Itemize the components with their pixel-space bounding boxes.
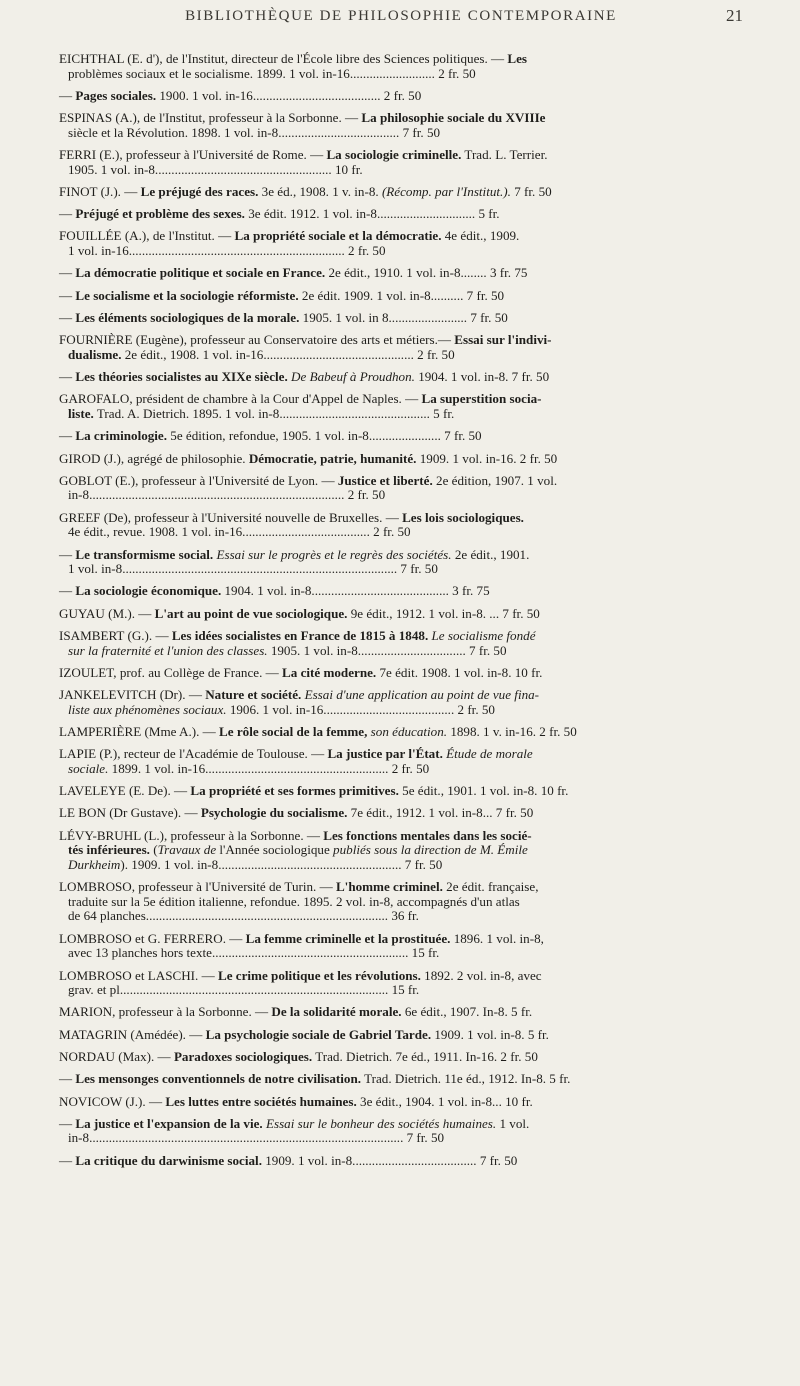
catalogue-entry xyxy=(59,111,743,140)
work-subtitle: Essai d'une application au point de vue fina- xyxy=(304,687,540,703)
entry-text: 1905. 1 vol. in-8...................................................... 10 fr. xyxy=(68,161,363,177)
entry-text: FOUILLÉE (A.), de l'Institut. — xyxy=(59,228,235,244)
catalogue-entry xyxy=(59,429,743,444)
entry-text: LAMPERIÈRE (Mme A.). — xyxy=(59,724,220,739)
catalogue-entries xyxy=(59,52,743,1168)
entry-text: 2e édit., 1910. 1 vol. in-8........ 3 fr. 75 xyxy=(325,265,528,281)
catalogue-entry xyxy=(59,784,743,799)
entry-text: 1906. 1 vol. in-16........................................ 2 fr. 50 xyxy=(226,701,495,717)
catalogue-entry xyxy=(59,1095,743,1110)
entry-line xyxy=(59,932,743,947)
entry-line xyxy=(59,1131,743,1146)
catalogue-entry xyxy=(59,207,743,222)
entry-line xyxy=(59,311,743,326)
catalogue-entry xyxy=(59,725,743,740)
work-title: dualisme. xyxy=(68,346,122,362)
entry-text: NORDAU (Max). — xyxy=(59,1048,174,1064)
entry-text: MARION, professeur à la Sorbonne. — xyxy=(59,1004,272,1020)
catalogue-entry xyxy=(59,969,743,998)
catalogue-entry xyxy=(59,185,743,200)
entry-line xyxy=(59,909,743,924)
entry-line xyxy=(59,185,743,200)
entry-text: 7 fr. 50 xyxy=(510,183,552,199)
entry-text: 5e édition, refondue, 1905. 1 vol. in-8...................... 7 fr. 50 xyxy=(167,428,482,444)
work-title: Le socialisme et la sociologie réformiste. xyxy=(75,287,299,303)
entry-text: avec 13 planches hors texte............................................................ 15 fr. xyxy=(68,945,440,961)
work-title: Les fonctions mentales dans les socié- xyxy=(323,827,532,843)
entry-text: 1898. 1 vol. in-8..................................... 7 fr. 50 xyxy=(188,124,441,140)
catalogue-entry xyxy=(59,52,743,81)
work-title: La psychologie sociale de Gabriel Tarde. xyxy=(205,1026,432,1042)
entry-line xyxy=(59,644,743,659)
work-subtitle: Étude de morale xyxy=(446,746,533,762)
entry-text: LOMBROSO et G. FERRERO. — xyxy=(59,930,246,946)
work-title: Le transformisme social. xyxy=(75,546,214,562)
entry-text: 1909. 1 vol. in-8...................................... 7 fr. 50 xyxy=(261,1152,518,1168)
entry-text: FINOT (J.). — xyxy=(59,183,141,199)
entry-text: 2e édit., 1901. xyxy=(451,546,530,562)
entry-text: 4e édit., revue. 1908. 1 vol. in-16....................................... 2 fr. 50 xyxy=(68,524,411,540)
entry-text: ESPINAS (A.), de l'Institut, professeur à la Sorbonne. — xyxy=(59,110,362,126)
entry-text: 1904. 1 vol. in-8. 7 fr. 50 xyxy=(414,369,550,385)
catalogue-entry xyxy=(59,688,743,717)
catalogue-entry xyxy=(59,1154,743,1169)
entry-line xyxy=(59,207,743,222)
entry-line xyxy=(59,89,743,104)
entry-text: 1909. 1 vol. in-16. 2 fr. 50 xyxy=(416,450,558,466)
entry-text: — xyxy=(59,583,76,599)
work-subtitle: Durkheim xyxy=(68,856,121,872)
entry-text: JANKELEVITCH (Dr). — xyxy=(59,687,206,703)
entry-line xyxy=(59,348,743,363)
entry-text: 1 vol. xyxy=(496,1115,530,1131)
catalogue-entry xyxy=(59,548,743,577)
work-title: La criminologie. xyxy=(75,428,168,444)
entry-text: 1899. 1 vol. in-16.......................... 2 fr. 50 xyxy=(253,65,476,81)
work-title: Les théories socialistes au XIXe siècle. xyxy=(75,369,288,385)
work-title: La justice et l'expansion de la vie. xyxy=(75,1115,263,1131)
work-subtitle: Travaux de xyxy=(157,842,217,858)
work-title: La femme criminelle et la prostituée. xyxy=(245,930,451,946)
catalogue-entry xyxy=(59,829,743,873)
entry-text: LAPIE (P.), recteur de l'Académie de Toulouse. — xyxy=(59,746,328,762)
entry-line xyxy=(59,474,743,489)
entry-text: 1896. 1 vol. in-8, xyxy=(450,930,544,946)
entry-line xyxy=(59,52,743,67)
entry-text: — xyxy=(59,309,76,325)
work-title: Les luttes entre sociétés humaines. xyxy=(165,1093,357,1109)
entry-text: — xyxy=(59,1115,76,1131)
work-title: Psychologie du socialisme. xyxy=(200,805,348,821)
entry-line xyxy=(59,584,743,599)
entry-text: LE BON (Dr Gustave). — xyxy=(59,805,201,821)
entry-text: 1904. 1 vol. in-8.......................................... 3 fr. 75 xyxy=(221,583,490,599)
catalogue-entry xyxy=(59,474,743,503)
work-title: Les idées socialistes en France de 1815 à 1848. xyxy=(171,627,429,643)
entry-text: — xyxy=(59,1152,76,1168)
page-header xyxy=(59,0,743,52)
work-title: Le préjugé des races. xyxy=(140,183,259,199)
entry-line xyxy=(59,229,743,244)
work-title: liste. xyxy=(68,405,94,421)
work-title: Pages sociales. xyxy=(75,87,157,103)
catalogue-entry xyxy=(59,89,743,104)
entry-line xyxy=(59,946,743,961)
entry-line xyxy=(59,747,743,762)
entry-line xyxy=(59,289,743,304)
entry-line xyxy=(59,562,743,577)
work-subtitle: Essai sur le progrès et le regrès des sociétés. xyxy=(216,546,452,562)
work-subtitle: son éducation. xyxy=(370,724,448,739)
entry-text: — xyxy=(59,369,76,385)
entry-text: 3e édit. 1912. 1 vol. in-8.............................. 5 fr. xyxy=(244,206,500,222)
entry-line xyxy=(59,111,743,126)
work-title: L'art au point de vue sociologique. xyxy=(154,605,348,621)
catalogue-entry xyxy=(59,289,743,304)
entry-line xyxy=(59,1154,743,1169)
work-title: Paradoxes sociologiques. xyxy=(173,1048,313,1064)
entry-line xyxy=(59,703,743,718)
entry-text: ISAMBERT (G.). — xyxy=(59,627,172,643)
work-subtitle: Le socialisme fondé xyxy=(431,627,536,643)
entry-text: MATAGRIN (Amédée). — xyxy=(59,1026,206,1042)
entry-text: in-8.............................................................................. 2 fr. 50 xyxy=(68,487,386,503)
entry-text: 9e édit., 1912. 1 vol. in-8. ... 7 fr. 50 xyxy=(347,605,540,621)
entry-text: 5e édit., 1901. 1 vol. in-8. 10 fr. xyxy=(398,783,569,799)
work-title: Le rôle social de la femme, xyxy=(219,724,368,739)
entry-text: LÉVY-BRUHL (L.), professeur à la Sorbonne. — xyxy=(59,827,324,843)
entry-text: IZOULET, prof. au Collège de France. — xyxy=(59,664,283,680)
catalogue-entry xyxy=(59,629,743,658)
entry-text: GAROFALO, président de chambre à la Cour d'Appel de Naples. — xyxy=(59,391,422,407)
entry-line xyxy=(59,429,743,444)
work-title: La philosophie sociale du XVIIIe xyxy=(361,110,546,126)
work-title: Essai sur l'indivi- xyxy=(454,332,552,348)
entry-line xyxy=(59,163,743,178)
entry-line xyxy=(59,1028,743,1043)
entry-text: FERRI (E.), professeur à l'Université de Rome. — xyxy=(59,147,327,163)
entry-line xyxy=(59,333,743,348)
entry-text: — xyxy=(59,265,76,281)
work-title: Les lois sociologiques. xyxy=(402,509,524,525)
entry-line xyxy=(59,829,743,844)
entry-line xyxy=(59,688,743,703)
work-title: La propriété sociale et la démocratie. xyxy=(234,228,442,244)
entry-text: 2e édition, 1907. 1 vol. xyxy=(432,472,558,488)
entry-line xyxy=(59,148,743,163)
entry-text: 1898. 1 v. in-16. 2 fr. 50 xyxy=(447,724,577,739)
entry-text: LOMBROSO et LASCHI. — xyxy=(59,967,218,983)
entry-text: GUYAU (M.). — xyxy=(59,605,155,621)
entry-line xyxy=(59,858,743,873)
entry-line xyxy=(59,452,743,467)
entry-text: GOBLOT (E.), professeur à l'Université de Lyon. — xyxy=(59,472,338,488)
entry-line xyxy=(59,843,743,858)
entry-text: 3e éd., 1908. 1 v. in-8. xyxy=(258,183,382,199)
entry-text: 1909. 1 vol. in-8. 5 fr. xyxy=(431,1026,549,1042)
entry-text: — xyxy=(59,287,76,303)
entry-line xyxy=(59,1072,743,1087)
entry-text: traduite sur la 5e édition italienne, refondue. 1895. 2 vol. in-8, accompagnés d'un atlas xyxy=(68,893,520,909)
work-title: tés inférieures. xyxy=(68,842,150,858)
work-title: Justice et liberté. xyxy=(337,472,433,488)
entry-text: 2e édit., 1908. 1 vol. in-16.............................................. 2 fr. 50 xyxy=(121,346,455,362)
catalogue-entry xyxy=(59,392,743,421)
entry-text: 1900. 1 vol. in-16....................................... 2 fr. 50 xyxy=(156,87,422,103)
catalogue-entry xyxy=(59,747,743,776)
entry-text: in-8................................................................................................ 7 fr. 50 xyxy=(68,1130,445,1146)
entry-text: 7e édit., 1912. 1 vol. in-8... 7 fr. 50 xyxy=(347,805,534,821)
entry-text: de 64 planches.......................................................................... 36 fr. xyxy=(68,908,419,924)
entry-line xyxy=(59,895,743,910)
entry-line xyxy=(59,969,743,984)
entry-line xyxy=(59,607,743,622)
work-title: La propriété et ses formes primitives. xyxy=(190,783,399,799)
entry-text: siècle et la Révolution. xyxy=(68,124,188,140)
work-title: La superstition socia- xyxy=(421,391,542,407)
entry-text: EICHTHAL (E. d'), de l'Institut, directeur de l'École libre des Sciences politiques. — xyxy=(59,51,508,66)
work-subtitle: (Récomp. par l'Institut.). xyxy=(381,183,511,199)
entry-text: 2e édit. 1909. 1 vol. in-8.......... 7 fr. 50 xyxy=(298,287,505,303)
work-title: La cité moderne. xyxy=(282,664,377,680)
entry-text: — xyxy=(59,546,76,562)
catalogue-entry xyxy=(59,932,743,961)
work-title: L'homme criminel. xyxy=(335,879,443,895)
entry-line xyxy=(59,266,743,281)
entry-line xyxy=(59,762,743,777)
entry-text: LOMBROSO, professeur à l'Université de Turin. — xyxy=(59,879,336,895)
catalogue-entry xyxy=(59,511,743,540)
entry-text: 1909. 1 vol. in-8........................................................ 7 fr. 50 xyxy=(128,856,443,872)
catalogue-entry xyxy=(59,333,743,362)
entry-text: 1905. 1 vol. in-8................................. 7 fr. 50 xyxy=(267,642,507,658)
entry-line xyxy=(59,983,743,998)
entry-text: 1905. 1 vol. in 8........................ 7 fr. 50 xyxy=(299,309,508,325)
entry-line xyxy=(59,880,743,895)
catalogue-entry xyxy=(59,1050,743,1065)
entry-line xyxy=(59,407,743,422)
entry-text: 2e édit. française, xyxy=(442,879,539,895)
catalogue-entry xyxy=(59,266,743,281)
entry-text: — xyxy=(59,428,76,444)
work-title: Les xyxy=(507,51,528,66)
entry-line xyxy=(59,1050,743,1065)
entry-text: GIROD (J.), agrégé de philosophie. xyxy=(59,450,249,466)
entry-text: Trad. A. Dietrich. 1895. 1 vol. in-8.............................................. 5 fr. xyxy=(93,405,455,421)
entry-text: — xyxy=(59,206,76,222)
entry-text: — xyxy=(59,1071,76,1087)
entry-line xyxy=(59,1117,743,1132)
work-title: Le crime politique et les révolutions. xyxy=(217,967,421,983)
catalogue-entry xyxy=(59,452,743,467)
entry-line xyxy=(59,725,743,740)
entry-text: Trad. Dietrich. 7e éd., 1911. In-16. 2 fr. 50 xyxy=(312,1048,538,1064)
entry-line xyxy=(59,392,743,407)
work-subtitle: publiés sous la direction de M. Émile xyxy=(333,842,528,858)
entry-line xyxy=(59,370,743,385)
entry-text: 6e édit., 1907. In-8. 5 fr. xyxy=(401,1004,533,1020)
work-subtitle: sur la fraternité et l'union des classes. xyxy=(68,642,268,658)
work-subtitle: sociale. xyxy=(68,760,109,776)
entry-line xyxy=(59,666,743,681)
entry-text: l'Année sociologique xyxy=(216,842,334,858)
work-title: Les éléments sociologiques de la morale. xyxy=(75,309,300,325)
catalogue-entry xyxy=(59,880,743,924)
work-title: La justice par l'État. xyxy=(327,746,443,762)
entry-text: 1899. 1 vol. in-16........................................................ 2 fr. 50 xyxy=(108,760,430,776)
work-title: Démocratie, patrie, humanité. xyxy=(248,450,417,466)
running-title: BIBLIOTHÈQUE DE PHILOSOPHIE CONTEMPORAINE xyxy=(185,8,617,24)
entry-line xyxy=(59,629,743,644)
work-title: La démocratie politique et sociale en France. xyxy=(75,265,326,281)
catalogue-entry xyxy=(59,666,743,681)
work-title: Nature et société. xyxy=(205,687,302,703)
work-title: De la solidarité morale. xyxy=(271,1004,402,1020)
catalogue-entry xyxy=(59,311,743,326)
work-subtitle: Essai sur le bonheur des sociétés humaines. xyxy=(265,1115,497,1131)
entry-text: 1 vol. in-8.................................................................................... 7 fr. 50 xyxy=(68,561,438,577)
work-title: Les mensonges conventionnels de notre civilisation. xyxy=(75,1071,362,1087)
entry-text: NOVICOW (J.). — xyxy=(59,1093,166,1109)
entry-line xyxy=(59,1005,743,1020)
entry-text: 1892. 2 vol. in-8, avec xyxy=(420,967,542,983)
catalogue-entry xyxy=(59,584,743,599)
catalogue-entry xyxy=(59,1005,743,1020)
entry-text: ( xyxy=(149,842,158,858)
entry-line xyxy=(59,548,743,563)
catalogue-entry xyxy=(59,148,743,177)
entry-line xyxy=(59,1095,743,1110)
catalogue-entry xyxy=(59,607,743,622)
work-title: Préjugé et problème des sexes. xyxy=(75,206,245,222)
entry-text: GREEF (De), professeur à l'Université nouvelle de Bruxelles. — xyxy=(59,509,403,525)
catalogue-entry xyxy=(59,1028,743,1043)
work-subtitle: liste aux phénomènes sociaux. xyxy=(68,701,227,717)
entry-text: ). xyxy=(120,856,129,872)
entry-text: grav. et pl.................................................................................. 15 fr. xyxy=(68,982,420,998)
entry-text: LAVELEYE (E. De). — xyxy=(59,783,191,799)
entry-line xyxy=(59,126,743,141)
catalogue-entry xyxy=(59,1072,743,1087)
entry-text: FOURNIÈRE (Eugène), professeur au Conservatoire des arts et métiers.— xyxy=(59,332,455,348)
entry-line xyxy=(59,244,743,259)
catalogue-entry xyxy=(59,806,743,821)
work-title: La critique du darwinisme social. xyxy=(75,1152,262,1168)
entry-text: problèmes sociaux et le socialisme. xyxy=(68,65,254,81)
catalogue-entry xyxy=(59,229,743,258)
entry-text: 1 vol. in-16.................................................................. 2 fr. 50 xyxy=(68,243,386,259)
entry-line xyxy=(59,511,743,526)
entry-line xyxy=(59,784,743,799)
entry-text: 3e édit., 1904. 1 vol. in-8... 10 fr. xyxy=(356,1093,533,1109)
entry-text: Trad. L. Terrier. xyxy=(461,147,548,163)
entry-line xyxy=(59,488,743,503)
page-number: 21 xyxy=(726,6,743,25)
entry-text: Trad. Dietrich. 11e éd., 1912. In-8. 5 fr. xyxy=(361,1071,571,1087)
entry-text: — xyxy=(59,87,76,103)
work-title: La sociologie économique. xyxy=(75,583,222,599)
entry-line xyxy=(59,806,743,821)
catalogue-entry xyxy=(59,1117,743,1146)
entry-text: 7e édit. 1908. 1 vol. in-8. 10 fr. xyxy=(376,664,543,680)
entry-line xyxy=(59,67,743,82)
work-subtitle: De Babeuf à Proudhon. xyxy=(291,369,415,385)
entry-line xyxy=(59,525,743,540)
entry-text: 4e édit., 1909. xyxy=(441,228,520,244)
work-title: La sociologie criminelle. xyxy=(326,147,462,163)
catalogue-entry xyxy=(59,370,743,385)
